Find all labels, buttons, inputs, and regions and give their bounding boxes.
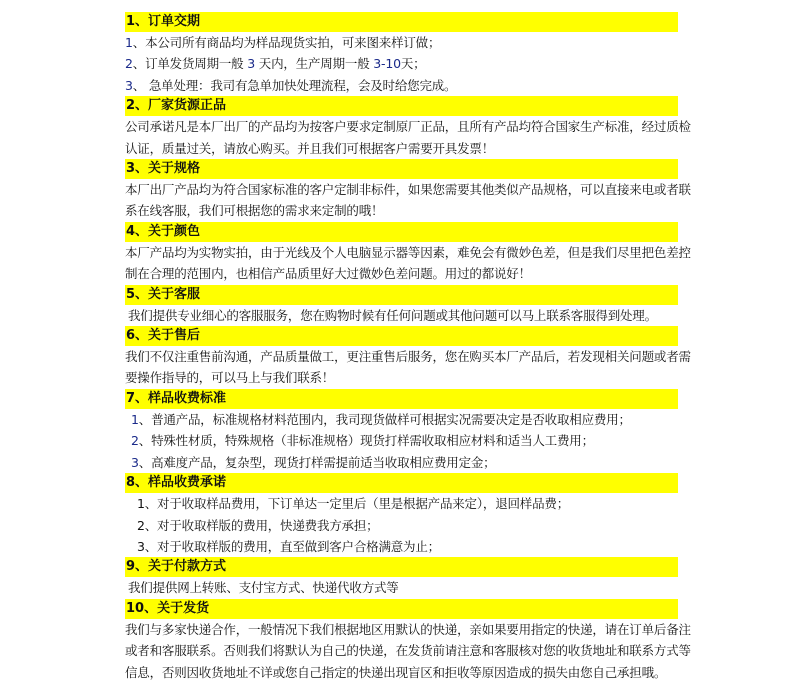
line-text: 2、对于收取样版的费用，快递费我方承担； (137, 517, 379, 533)
line-text: 系在线客服，我们可根据您的需求来定制的哦！ (125, 203, 384, 219)
line-text: 、本公司所有商品均为样品现货实拍，可来图来样订做； (132, 35, 441, 50)
section-line (125, 640, 691, 661)
line-text: 、特殊性材质，特殊规格（非标准规格）现货打样需收取相应材料和适当人工费用； (138, 433, 594, 449)
section-line (125, 32, 678, 53)
highlight-number: 2 (131, 433, 139, 449)
line-text: 公司承诺凡是本厂出厂的产品均为按客户要求定制原厂正品，且所有产品均符合国家生产标准，经过质检 (125, 119, 691, 135)
line-text: 本厂出厂产品均为符合国家标准的客户定制非标件，如果您需要其他类似产品规格，可以直接来电或者联 (125, 182, 691, 198)
line-text: 我们提供网上转账、支付宝方式、快递代收方式等 (128, 580, 399, 596)
notice-section (125, 96, 691, 159)
highlight-number: 1 (131, 411, 139, 427)
line-text: 我们提供专业细心的客服服务，您在购物时候有任何问题或其他问题可以马上联系客服得到处理。 (128, 307, 657, 323)
section-line (125, 346, 691, 367)
section-line (125, 242, 691, 263)
section-line (125, 75, 678, 96)
notice-section (125, 12, 678, 96)
section-line (125, 263, 678, 284)
notice-section (125, 389, 678, 473)
line-text: 3、对于收取样版的费用，直至做到客户合格满意为止； (137, 538, 440, 554)
section-heading: 4、关于颜色 (125, 222, 678, 242)
section-line (125, 515, 678, 536)
section-line (125, 200, 678, 221)
section-heading: 6、关于售后 (125, 326, 678, 346)
line-text: 、普通产品，标准规格材料范围内，我司现货做样可根据实况需要决定是否收取相应费用； (138, 411, 631, 427)
section-line (125, 536, 678, 557)
section-heading: 2、厂家货源正品 (125, 96, 678, 116)
notice-section (125, 326, 691, 389)
notice-section (125, 222, 691, 285)
section-line (125, 452, 678, 473)
line-text: 我们不仅注重售前沟通，产品质量做工，更注重售后服务，您在购买本厂产品后，若发现相关问题或者需 (125, 349, 691, 365)
highlight-number: 3 (131, 454, 139, 470)
section-line (125, 493, 678, 514)
line-text: 认证，质量过关，请放心购买。并且我们可根据客户需要开具发票！ (125, 140, 495, 156)
line-text: 本厂产品均为实物实拍，由于光线及个人电脑显示器等因素，难免会有微妙色差，但是我们尽里把色差控 (125, 244, 691, 260)
section-heading: 1、订单交期 (125, 12, 678, 32)
notice-section (125, 557, 678, 598)
line-text: 我们与多家快递合作，一般情况下我们根据地区用默认的快递，亲如果要用指定的快递，请在订单后备注 (125, 621, 691, 637)
line-text: 、 急单处理：我司有急单加快处理流程，会及时给您完成。 (132, 77, 457, 93)
section-line (125, 409, 678, 430)
notice-section (125, 159, 691, 222)
section-heading: 5、关于客服 (125, 285, 678, 305)
highlight-number: 3-10 (373, 56, 401, 72)
highlight-number: 2 (125, 56, 133, 72)
line-text: 天内，生产周期一般 (255, 56, 374, 72)
highlight-number: 3 (247, 56, 256, 72)
section-line (125, 179, 691, 200)
notice-section (125, 285, 678, 326)
section-heading: 10、关于发货 (125, 599, 678, 619)
section-heading: 7、样品收费标准 (125, 389, 678, 409)
section-line (125, 138, 678, 159)
section-line (125, 662, 678, 683)
section-line (125, 116, 691, 137)
section-heading: 8、样品收费承诺 (125, 473, 678, 493)
line-text: 制在合理的范围内，也相信产品质里好大过微妙色差问题。用过的都说好！ (125, 266, 531, 282)
section-line (125, 367, 678, 388)
section-line (125, 430, 678, 451)
section-line (125, 577, 678, 598)
line-text: 、订单发货周期一般 (132, 56, 248, 72)
section-line (125, 305, 678, 326)
section-line (125, 619, 691, 640)
purchase-notice-document (125, 12, 691, 683)
line-text: 或者和客服联系。否则我们将默认为自己的快递，在发货前请注意和客服核对您的收货地址和联系方式等 (125, 643, 691, 659)
highlight-number: 1 (125, 35, 133, 50)
section-heading: 9、关于付款方式 (125, 557, 678, 577)
line-text: 要操作指导的，可以马上与我们联系！ (125, 370, 335, 386)
line-text: 1、对于收取样品费用，下订单达一定里后（里是根据产品来定），退回样品费； (137, 496, 570, 512)
line-text: 、高难度产品，复杂型，现货打样需提前适当收取相应费用定金； (138, 454, 496, 470)
section-heading: 3、关于规格 (125, 159, 678, 179)
line-text: 天； (400, 56, 426, 72)
highlight-number: 3 (125, 77, 133, 93)
line-text: 信息，否则因收货地址不详或您自己指定的快递出现盲区和拒收等原因造成的损失由您自己承担哦。 (125, 664, 667, 680)
section-line (125, 53, 678, 74)
notice-section (125, 599, 691, 683)
notice-section (125, 473, 678, 557)
